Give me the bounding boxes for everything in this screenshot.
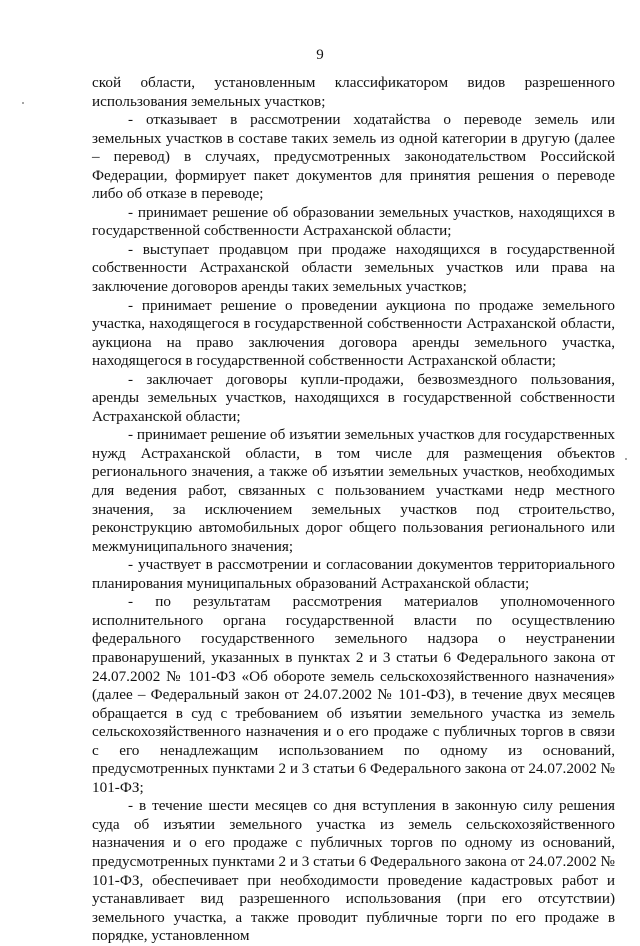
- paragraph-court-appeal: - по результатам рассмотрения материалов уполномоченного исполнительного органа государственной власти по осуществлению федерального государственного земельного надзора о неустранении правонарушений, указанных в пунктах 2 и 3 статьи 6 Федерального закона от 24.07.2002 № 101-ФЗ «Об обороте земель сельскохозяйственного назначения» (далее – Федеральный закон от 24.07.2002 № 101-ФЗ), в течение двух месяцев обращается в суд с требованием об изъятии земельного участка из земель сельскохозяйственного назначения и о его продаже с публичных торгов в связи с его ненадлежащим использованием по одному из оснований, предусмотренных пунктами 2 и 3 статьи 6 Федерального закона от 24.07.2002 № 101-ФЗ;: [92, 593, 615, 796]
- paragraph-contracts: - заключает договоры купли-продажи, безвозмездного пользования, аренды земельных участков, находящихся в государственной собственности Астраханской области;: [92, 370, 615, 425]
- paragraph-seizure: - принимает решение об изъятии земельных участков для государственных нужд Астраханской области, в том числе для размещения объектов регионального значения, а также об изъятии земельных участков, необходимых для ведения работ, связанных с пользованием участками недр местного значения, за исключением земельных участков под строительство, реконструкцию автомобильных дорог общего пользования регионального или межмуниципального значения;: [92, 426, 615, 555]
- scan-speck: [625, 458, 627, 460]
- paragraph-seller: - выступает продавцом при продаже находящихся в государственной собственности Астраханской области земельных участков или права на заключение договоров аренды таких земельных участков;: [92, 240, 615, 296]
- paragraph-public-auction: - в течение шести месяцев со дня вступления в законную силу решения суда об изъятии земельного участка из земель сельскохозяйственного назначения и о его продаже с публичных торгов по одному из оснований, предусмотренных пунктами 2 и 3 статьи 6 Федерального закона от 24.07.2002 № 101-ФЗ, обеспечивает при необходимости проведение кадастровых работ и устанавливает вид разрешенного использования (при его отсутствии) земельного участка, а также проводит публичные торги по его продаже в порядке, установленном: [92, 797, 615, 945]
- paragraph-land-formation: - принимает решение об образовании земельных участков, находящихся в государственной собственности Астраханской области;: [92, 203, 615, 240]
- paragraph-territorial-planning: - участвует в рассмотрении и согласовании документов территориального планирования муниципальных образований Астраханской области;: [92, 556, 615, 592]
- page-number: 9: [316, 47, 324, 63]
- scan-speck: [22, 102, 24, 104]
- paragraph-continuation: ской области, установленным классификатором видов разрешенного использования земельных участков;: [92, 74, 615, 110]
- paragraph-auction-decision: - принимает решение о проведении аукциона по продаже земельного участка, находящегося в государственной собственности Астраханской области, аукциона на право заключения договора аренды земельного участка, находящегося в государственной собственности Астраханской области;: [92, 296, 615, 370]
- paragraph-transfer-refusal: - отказывает в рассмотрении ходатайства о переводе земель или земельных участков в составе таких земель из одной категории в другую (далее – перевод) в случаях, предусмотренных законодательством Российской Федерации, формирует пакет документов для принятия решения о переводе либо об отказе в переводе;: [92, 111, 615, 203]
- document-body: [92, 74, 615, 946]
